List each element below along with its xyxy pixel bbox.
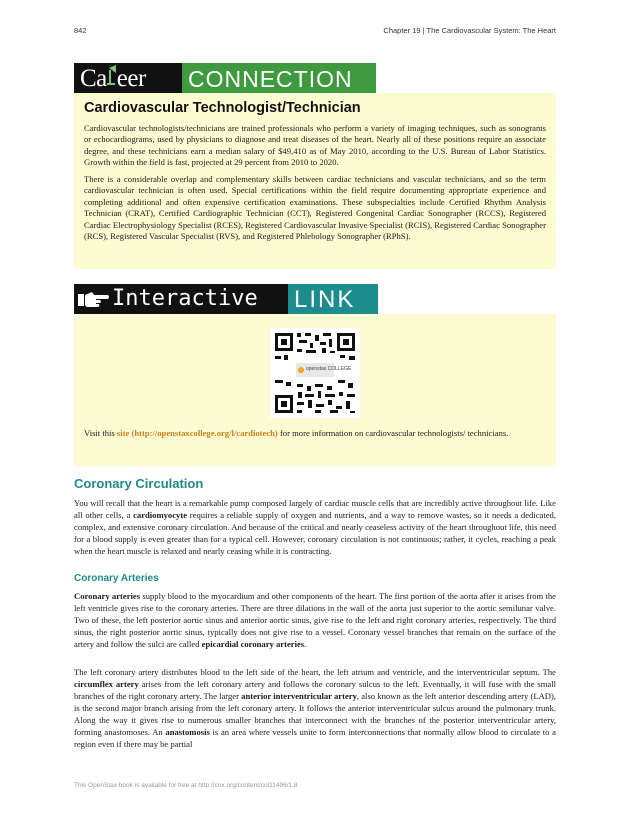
cardiotech-link[interactable]: site (http://openstaxcollege.org/l/cardiotech) (116, 428, 278, 438)
connection-word: CONNECTION (188, 66, 353, 92)
term-epicardial-coronary-arteries: epicardial coronary arteries (201, 639, 305, 649)
career-paragraph-2: There is a considerable overlap and complementary skills between cardiac technicians and vascular technicians, and so the term cardiovascular technician is often used. Special certifications within the field require documenting appropriate experience and completing additional and often expensive certification examinations. These subspecialties include Certified Rhythm Analysis Technician (CRAT), Certified Cardiographic Technician (CCT), Registered Congenital Cardiac Sonographer (RCCS), Registered Cardiac Electrophysiology Specialist (RCES), Registered Cardiovascular Invasive Specialist (RCIS), Registered Cardiac Sonographer (RCS), Registered Vascular Specialist (RVS), and Registered Phlebology Sonographer (RPhS). (84, 174, 546, 242)
interactive-box (74, 314, 556, 466)
term-anastomosis: anastomosis (165, 727, 210, 737)
term-cardiomyocyte: cardiomyocyte (133, 510, 188, 520)
term-anterior-interventricular-artery: anterior interventricular artery (241, 691, 357, 701)
career-title: Cardiovascular Technologist/Technician (84, 100, 361, 116)
pointing-hand-icon (78, 290, 110, 308)
interactive-word: Interactive (112, 286, 258, 311)
qr-caption: openstax COLLEGE (306, 366, 352, 372)
subsection-paragraph-1: Coronary arteries supply blood to the myocardium and other components of the heart. The first portion of the aorta after it arises from the left ventricle gives rise to the coronary arteries. There are three dilations in the wall of the aorta just superior to the aortic semilunar valve. Two of these, the left posterior aortic sinus and anterior aortic sinus, give rise to the left and right coronary arteries, respectively. The third sinus, the right posterior aortic sinus, typically does not give rise to a vessel. Coronary vessel branches that remain on the surface of the artery and follow the sulci are called epicardial coronary arteries. (74, 591, 556, 649)
section-title: Coronary Circulation (74, 476, 204, 491)
career-word-left: Ca (80, 65, 107, 92)
qr-code[interactable] (270, 328, 360, 418)
page-footer: This OpenStax book is available for free at http://cnx.org/content/col11496/1.8 (74, 782, 298, 789)
term-circumflex-artery: circumflex artery (74, 679, 139, 689)
term-coronary-arteries: Coronary arteries (74, 591, 141, 601)
section-paragraph-1: You will recall that the heart is a remarkable pump composed largely of cardiac muscle cells that are incredibly active throughout life. Like all other cells, a cardiomyocyte requires a reliable supply of oxygen and nutrients, and a way to remove wastes, so it needs a dedicated, complex, and extensive coronary circulation. And because of the critical and nearly ceaseless activity of the heart throughout life, this need for a blood supply is even greater than for a typical cell. However, coronary circulation is not continuous; rather, it cycles, reaching a peak when the heart muscle is relaxed and nearly ceasing while it is contracting. (74, 498, 556, 556)
lamp-icon (107, 64, 117, 93)
interactive-link-banner (74, 284, 378, 314)
career-paragraph-1: Cardiovascular technologists/technicians are trained professionals who perform a variety of imaging techniques, such as sonograms or echocardiograms, used by physicians to diagnose and treat diseases of the heart. Nearly all of these positions require an associate degree, and these technicians earn a median salary of $49,410 as of May 2010, according to the U.S. Bureau of Labor Statistics. Growth within the field is fast, projected at 29 percent from 2010 to 2020. (84, 123, 546, 168)
subsection-paragraph-2: The left coronary artery distributes blood to the left side of the heart, the left atrium and ventricle, and the interventricular septum. The circumflex artery arises from the left coronary artery and follows the coronary sulcus to the left. Eventually, it will fuse with the small branches of the right coronary artery. The larger anterior interventricular artery, also known as the left anterior descending artery (LAD), is the second major branch arising from the left coronary artery. It follows the anterior interventricular sulcus around the pulmonary trunk. Along the way it gives rise to numerous smaller branches that interconnect with the branches of the posterior interventricular artery, forming anastomoses. An anastomosis is an area where vessels unite to form interconnections that normally allow blood to circulate to a region even if there may be partial (74, 667, 557, 749)
visit-text: Visit this site (http://openstaxcollege.org/l/cardiotech) for more information on cardiovascular technologists/ technicians. (84, 428, 509, 438)
page-number: 842 (74, 26, 87, 35)
career-connection-banner (74, 63, 376, 93)
link-word: LINK (294, 286, 356, 313)
career-word-right: eer (116, 65, 146, 92)
subsection-title: Coronary Arteries (74, 573, 159, 584)
career-box (74, 93, 556, 269)
chapter-header: Chapter 19 | The Cardiovascular System: The Heart (383, 26, 556, 35)
